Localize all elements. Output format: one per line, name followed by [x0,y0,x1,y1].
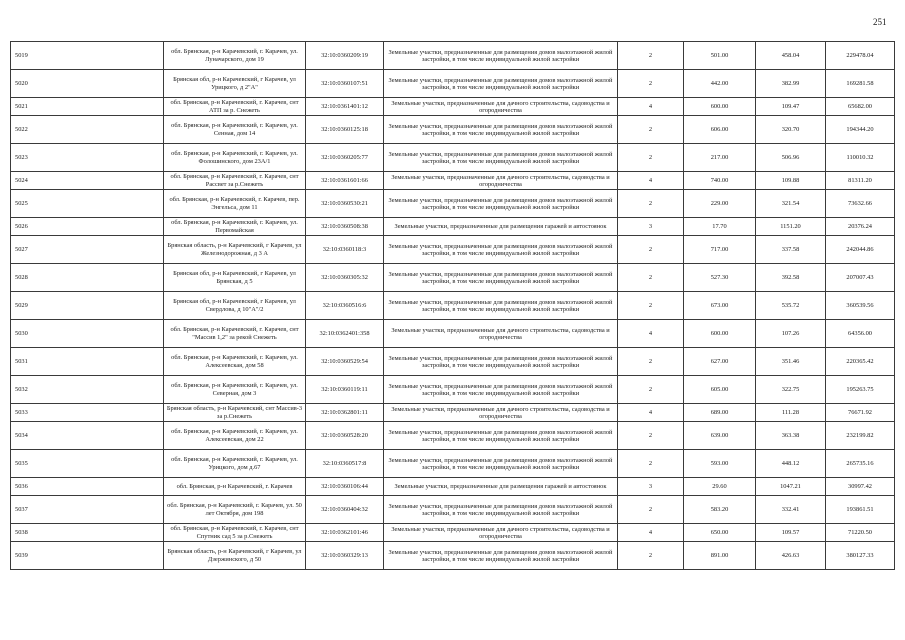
specific-value-cell: 382.99 [756,70,826,98]
specific-value-cell: 320.70 [756,116,826,144]
table-row [11,320,895,348]
parcel-number-cell: 5022 [11,116,164,144]
parcel-area-cell: 627.00 [684,348,756,376]
parcel-area-cell: 606.00 [684,116,756,144]
permitted-use-cell: Земельные участки, предназначенные для размещения домов малоэтажной жилой застройки, в том числе индивидуальной жилой застройки [384,70,618,98]
parcel-address-cell: Брянская обл, р-н Карачевский, г Карачев, ул Свердлова, д 10"А"/2 [164,292,306,320]
table-row [11,450,895,478]
cadastral-number-cell: 32:10:0360305:32 [306,264,384,292]
cadastral-value-cell: 65682.00 [826,98,895,116]
table-row [11,478,895,496]
cadastral-value-cell: 194344.20 [826,116,895,144]
permitted-use-cell: Земельные участки, предназначенные для размещения домов малоэтажной жилой застройки, в том числе индивидуальной жилой застройки [384,190,618,218]
cadastral-value-cell: 110010.32 [826,144,895,172]
specific-value-cell: 458.04 [756,42,826,70]
permitted-use-cell: Земельные участки, предназначенные для размещения домов малоэтажной жилой застройки, в том числе индивидуальной жилой застройки [384,496,618,524]
cadastral-registry-table [10,41,895,570]
use-group-cell: 4 [618,98,684,116]
parcel-area-cell: 673.00 [684,292,756,320]
parcel-address-cell: обл. Брянская, р-н Карачевский, г. Карачев [164,478,306,496]
permitted-use-cell: Земельные участки, предназначенные для размещения гаражей и автостоянок [384,478,618,496]
permitted-use-cell: Земельные участки, предназначенные для размещения гаражей и автостоянок [384,218,618,236]
parcel-address-cell: обл. Брянская, р-н Карачевский, г. Карачев, ул. Фолошинского, дом 23А/1 [164,144,306,172]
cadastral-number-cell: 32:10:0360125:18 [306,116,384,144]
permitted-use-cell: Земельные участки, предназначенные для дачного строительства, садоводства и огородничества [384,320,618,348]
table-row [11,264,895,292]
parcel-number-cell: 5026 [11,218,164,236]
parcel-address-cell: обл. Брянская, р-н Карачевский, г. Карачев, снт "Массив 1,2" за рекой Снежеть [164,320,306,348]
specific-value-cell: 1151.20 [756,218,826,236]
specific-value-cell: 426.63 [756,542,826,570]
cadastral-value-cell: 73632.66 [826,190,895,218]
parcel-area-cell: 891.00 [684,542,756,570]
cadastral-number-cell: 32:10:0360329:13 [306,542,384,570]
parcel-address-cell: обл. Брянская, р-н Карачевский, г. Карачев, ул. 50 лет Октября, дом 198 [164,496,306,524]
parcel-number-cell: 5030 [11,320,164,348]
registry-body [11,42,895,570]
parcel-area-cell: 689.00 [684,404,756,422]
parcel-area-cell: 442.00 [684,70,756,98]
parcel-area-cell: 740.00 [684,172,756,190]
parcel-number-cell: 5032 [11,376,164,404]
cadastral-value-cell: 30997.42 [826,478,895,496]
parcel-number-cell: 5029 [11,292,164,320]
permitted-use-cell: Земельные участки, предназначенные для дачного строительства, садоводства и огородничества [384,404,618,422]
specific-value-cell: 107.26 [756,320,826,348]
parcel-address-cell: обл. Брянская, р-н Карачевский, г. Карачев, ул. Алексеевская, дом 22 [164,422,306,450]
parcel-address-cell: обл. Брянская, р-н Карачевский, г. Карачев, снт Спутник сад 5 за р.Снежеть [164,524,306,542]
specific-value-cell: 351.46 [756,348,826,376]
table-row [11,236,895,264]
cadastral-number-cell: 32:10:0360529:54 [306,348,384,376]
parcel-number-cell: 5039 [11,542,164,570]
parcel-number-cell: 5037 [11,496,164,524]
cadastral-number-cell: 32:10:0360119:11 [306,376,384,404]
parcel-area-cell: 17.70 [684,218,756,236]
use-group-cell: 4 [618,172,684,190]
parcel-number-cell: 5020 [11,70,164,98]
specific-value-cell: 332.41 [756,496,826,524]
table-row [11,116,895,144]
parcel-area-cell: 527.30 [684,264,756,292]
specific-value-cell: 392.58 [756,264,826,292]
use-group-cell: 3 [618,218,684,236]
table-row [11,218,895,236]
permitted-use-cell: Земельные участки, предназначенные для размещения домов малоэтажной жилой застройки, в том числе индивидуальной жилой застройки [384,348,618,376]
parcel-area-cell: 639.00 [684,422,756,450]
permitted-use-cell: Земельные участки, предназначенные для размещения домов малоэтажной жилой застройки, в том числе индивидуальной жилой застройки [384,144,618,172]
parcel-area-cell: 650.00 [684,524,756,542]
parcel-area-cell: 600.00 [684,98,756,116]
use-group-cell: 2 [618,116,684,144]
parcel-number-cell: 5036 [11,478,164,496]
table-row [11,422,895,450]
cadastral-number-cell: 32:10:0360528:20 [306,422,384,450]
parcel-area-cell: 501.00 [684,42,756,70]
use-group-cell: 4 [618,320,684,348]
specific-value-cell: 109.88 [756,172,826,190]
specific-value-cell: 109.57 [756,524,826,542]
cadastral-value-cell: 64356.00 [826,320,895,348]
permitted-use-cell: Земельные участки, предназначенные для размещения домов малоэтажной жилой застройки, в том числе индивидуальной жилой застройки [384,236,618,264]
parcel-number-cell: 5027 [11,236,164,264]
parcel-address-cell: обл. Брянская, р-н Карачевский, г. Карачев, ул. Луначарского, дом 19 [164,42,306,70]
permitted-use-cell: Земельные участки, предназначенные для размещения домов малоэтажной жилой застройки, в том числе индивидуальной жилой застройки [384,292,618,320]
parcel-area-cell: 229.00 [684,190,756,218]
table-row [11,524,895,542]
cadastral-value-cell: 169281.58 [826,70,895,98]
specific-value-cell: 535.72 [756,292,826,320]
cadastral-value-cell: 232199.82 [826,422,895,450]
parcel-number-cell: 5023 [11,144,164,172]
parcel-area-cell: 605.00 [684,376,756,404]
parcel-address-cell: обл. Брянская, р-н Карачевский, г. Карачев, ул. Сенная, дом 14 [164,116,306,144]
use-group-cell: 2 [618,292,684,320]
cadastral-value-cell: 380127.33 [826,542,895,570]
specific-value-cell: 506.96 [756,144,826,172]
table-row [11,42,895,70]
parcel-address-cell: Брянская область, р-н Карачевский, снт Массив-3 за р.Снежеть [164,404,306,422]
cadastral-value-cell: 195263.75 [826,376,895,404]
cadastral-value-cell: 360539.56 [826,292,895,320]
permitted-use-cell: Земельные участки, предназначенные для размещения домов малоэтажной жилой застройки, в том числе индивидуальной жилой застройки [384,450,618,478]
parcel-address-cell: обл. Брянская, р-н Карачевский, г. Карачев, ул. Алексеевская, дом 58 [164,348,306,376]
table-row [11,172,895,190]
page-number: 251 [873,17,887,27]
use-group-cell: 2 [618,264,684,292]
cadastral-number-cell: 32:10:0362801:11 [306,404,384,422]
cadastral-value-cell: 71220.50 [826,524,895,542]
parcel-address-cell: обл. Брянская, р-н Карачевский, г. Карачев, ул. Урицкого, дом д.67 [164,450,306,478]
table-row [11,496,895,524]
parcel-area-cell: 583.20 [684,496,756,524]
specific-value-cell: 322.75 [756,376,826,404]
use-group-cell: 2 [618,42,684,70]
cadastral-value-cell: 207007.43 [826,264,895,292]
specific-value-cell: 363.38 [756,422,826,450]
specific-value-cell: 111.28 [756,404,826,422]
table-row [11,542,895,570]
cadastral-number-cell: 32:10:0360106:44 [306,478,384,496]
use-group-cell: 2 [618,496,684,524]
cadastral-number-cell: 32:10:0360209:19 [306,42,384,70]
parcel-number-cell: 5024 [11,172,164,190]
cadastral-number-cell: 32:10:0360205:77 [306,144,384,172]
cadastral-number-cell: 32:10:0360404:32 [306,496,384,524]
permitted-use-cell: Земельные участки, предназначенные для размещения домов малоэтажной жилой застройки, в том числе индивидуальной жилой застройки [384,422,618,450]
cadastral-value-cell: 76671.92 [826,404,895,422]
cadastral-number-cell: 32:10:0362101:46 [306,524,384,542]
use-group-cell: 4 [618,404,684,422]
table-row [11,144,895,172]
permitted-use-cell: Земельные участки, предназначенные для размещения домов малоэтажной жилой застройки, в том числе индивидуальной жилой застройки [384,116,618,144]
use-group-cell: 2 [618,70,684,98]
use-group-cell: 2 [618,450,684,478]
cadastral-number-cell: 32:10:0360517:8 [306,450,384,478]
parcel-address-cell: обл. Брянская, р-н Карачевский, г. Карачев, снт Рассвет за р.Снежеть [164,172,306,190]
use-group-cell: 2 [618,190,684,218]
specific-value-cell: 448.12 [756,450,826,478]
parcel-number-cell: 5031 [11,348,164,376]
cadastral-number-cell: 32:10:0362401:358 [306,320,384,348]
parcel-number-cell: 5019 [11,42,164,70]
table-row [11,292,895,320]
use-group-cell: 2 [618,348,684,376]
cadastral-value-cell: 242044.86 [826,236,895,264]
parcel-area-cell: 593.00 [684,450,756,478]
parcel-number-cell: 5033 [11,404,164,422]
parcel-area-cell: 717.00 [684,236,756,264]
use-group-cell: 2 [618,376,684,404]
parcel-area-cell: 600.00 [684,320,756,348]
parcel-address-cell: обл. Брянская, р-н Карачевский, г. Карачев, пер. Энгельса, дом 11 [164,190,306,218]
cadastral-value-cell: 20376.24 [826,218,895,236]
cadastral-value-cell: 193861.51 [826,496,895,524]
cadastral-number-cell: 32:10:0360107:51 [306,70,384,98]
permitted-use-cell: Земельные участки, предназначенные для размещения домов малоэтажной жилой застройки, в том числе индивидуальной жилой застройки [384,542,618,570]
table-row [11,190,895,218]
parcel-address-cell: обл. Брянская, р-н Карачевский, г. Карачев, снт АТП за р. Снежеть [164,98,306,116]
parcel-address-cell: обл. Брянская, р-н Карачевский, г. Карачев, ул. Северная, дом 3 [164,376,306,404]
cadastral-number-cell: 32:10:0360118:3 [306,236,384,264]
cadastral-number-cell: 32:10:0361601:66 [306,172,384,190]
specific-value-cell: 337.58 [756,236,826,264]
use-group-cell: 3 [618,478,684,496]
parcel-number-cell: 5028 [11,264,164,292]
table-row [11,404,895,422]
parcel-number-cell: 5035 [11,450,164,478]
cadastral-number-cell: 32:10:0360530:21 [306,190,384,218]
parcel-address-cell: обл. Брянская, р-н Карачевский, г. Карачев, ул. Первомайская [164,218,306,236]
specific-value-cell: 1047.21 [756,478,826,496]
cadastral-number-cell: 32:10:0360508:38 [306,218,384,236]
parcel-number-cell: 5038 [11,524,164,542]
permitted-use-cell: Земельные участки, предназначенные для размещения домов малоэтажной жилой застройки, в том числе индивидуальной жилой застройки [384,376,618,404]
parcel-address-cell: Брянская область, р-н Карачевский, г Карачев, ул Железнодорожная, д 3 А [164,236,306,264]
table-row [11,348,895,376]
parcel-address-cell: Брянская область, р-н Карачевский, г Карачев, ул Дзержинского, д 50 [164,542,306,570]
use-group-cell: 4 [618,524,684,542]
cadastral-value-cell: 229478.04 [826,42,895,70]
permitted-use-cell: Земельные участки, предназначенные для размещения домов малоэтажной жилой застройки, в том числе индивидуальной жилой застройки [384,264,618,292]
parcel-area-cell: 29.60 [684,478,756,496]
parcel-number-cell: 5034 [11,422,164,450]
cadastral-value-cell: 220365.42 [826,348,895,376]
permitted-use-cell: Земельные участки, предназначенные для размещения домов малоэтажной жилой застройки, в том числе индивидуальной жилой застройки [384,42,618,70]
specific-value-cell: 321.54 [756,190,826,218]
table-row [11,376,895,404]
use-group-cell: 2 [618,236,684,264]
permitted-use-cell: Земельные участки, предназначенные для дачного строительства, садоводства и огородничества [384,172,618,190]
cadastral-value-cell: 81311.20 [826,172,895,190]
permitted-use-cell: Земельные участки, предназначенные для дачного строительства, садоводства и огородничества [384,98,618,116]
parcel-address-cell: Брянская обл, р-н Карачевский, г Карачев, ул Брянская, д 5 [164,264,306,292]
use-group-cell: 2 [618,144,684,172]
use-group-cell: 2 [618,542,684,570]
permitted-use-cell: Земельные участки, предназначенные для дачного строительства, садоводства и огородничества [384,524,618,542]
parcel-address-cell: Брянская обл, р-н Карачевский, г Карачев, ул Урицкого, д 2"А" [164,70,306,98]
cadastral-number-cell: 32:10:0361401:12 [306,98,384,116]
parcel-area-cell: 217.00 [684,144,756,172]
parcel-number-cell: 5025 [11,190,164,218]
table-row [11,98,895,116]
cadastral-number-cell: 32:10:0360516:6 [306,292,384,320]
specific-value-cell: 109.47 [756,98,826,116]
cadastral-value-cell: 265735.16 [826,450,895,478]
use-group-cell: 2 [618,422,684,450]
parcel-number-cell: 5021 [11,98,164,116]
table-row [11,70,895,98]
